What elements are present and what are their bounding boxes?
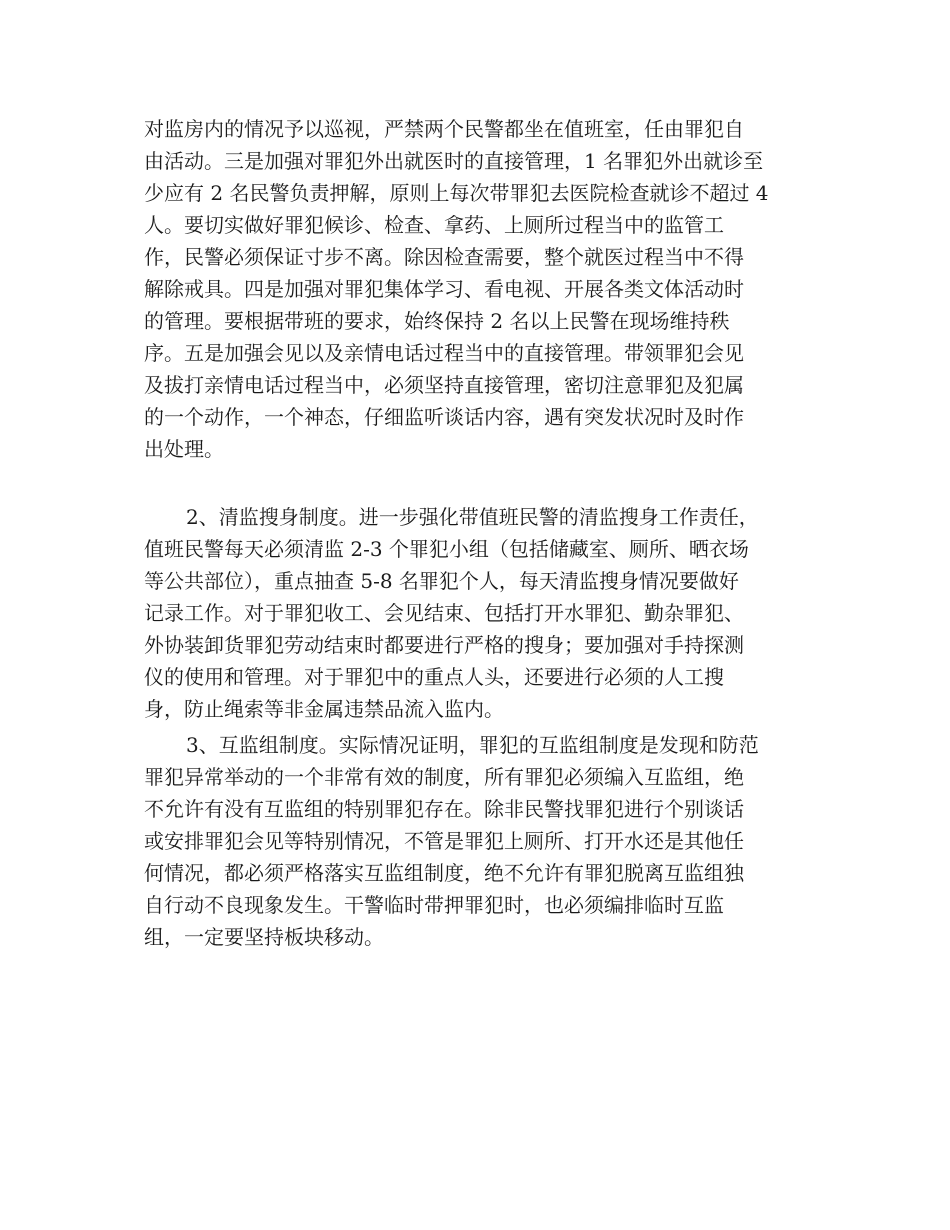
text-line: 由活动。三是加强对罪犯外出就医时的直接管理，1 名罪犯外出就诊至 (144, 149, 764, 173)
text-line: 人。要切实做好罪犯候诊、检查、拿药、上厕所过程当中的监管工 (144, 213, 724, 237)
paragraph-supervision-continued (144, 113, 824, 465)
text-line: 的一个动作，一个神态，仔细监听谈话内容，遇有突发状况时及时作 (144, 405, 744, 429)
text-line: 的管理。要根据带班的要求，始终保持 2 名以上民警在现场维持秩 (144, 309, 730, 333)
text-line: 2、清监搜身制度。进一步强化带值班民警的清监搜身工作责任， (186, 505, 759, 529)
text-line: 罪犯异常举动的一个非常有效的制度，所有罪犯必须编入互监组，绝 (144, 765, 744, 789)
text-line: 身，防止绳索等非金属违禁品流入监内。 (144, 697, 504, 721)
text-line: 对监房内的情况予以巡视，严禁两个民警都坐在值班室，任由罪犯自 (144, 117, 744, 141)
text-line: 3、互监组制度。实际情况证明，罪犯的互监组制度是发现和防范 (186, 733, 759, 757)
text-line: 不允许有没有互监组的特别罪犯存在。除非民警找罪犯进行个别谈话 (144, 797, 744, 821)
paragraph-search-system (144, 501, 824, 725)
text-line: 自行动不良现象发生。干警临时带押罪犯时，也必须编排临时互监 (144, 893, 724, 917)
paragraph-mutual-supervision (144, 729, 824, 953)
text-line: 组，一定要坚持板块移动。 (144, 925, 384, 949)
text-line: 外协装卸货罪犯劳动结束时都要进行严格的搜身；要加强对手持探测 (144, 633, 744, 657)
text-line: 仪的使用和管理。对于罪犯中的重点人头，还要进行必须的人工搜 (144, 665, 724, 689)
text-line: 序。五是加强会见以及亲情电话过程当中的直接管理。带领罪犯会见 (144, 341, 744, 365)
text-line: 解除戒具。四是加强对罪犯集体学习、看电视、开展各类文体活动时 (144, 277, 744, 301)
text-line: 少应有 2 名民警负责押解，原则上每次带罪犯去医院检查就诊不超过 4 (144, 181, 769, 205)
text-line: 及拔打亲情电话过程当中，必须坚持直接管理，密切注意罪犯及犯属 (144, 373, 744, 397)
text-line: 记录工作。对于罪犯收工、会见结束、包括打开水罪犯、勤杂罪犯、 (144, 601, 744, 625)
text-line: 作，民警必须保证寸步不离。除因检查需要，整个就医过程当中不得 (144, 245, 744, 269)
text-line: 等公共部位），重点抽查 5-8 名罪犯个人，每天清监搜身情况要做好 (144, 569, 739, 593)
text-line: 出处理。 (144, 437, 224, 461)
text-line: 何情况，都必须严格落实互监组制度，绝不允许有罪犯脱离互监组独 (144, 861, 744, 885)
text-line: 或安排罪犯会见等特别情况，不管是罪犯上厕所、打开水还是其他任 (144, 829, 744, 853)
text-line: 值班民警每天必须清监 2-3 个罪犯小组（包括储藏室、厕所、晒衣场 (144, 537, 749, 561)
